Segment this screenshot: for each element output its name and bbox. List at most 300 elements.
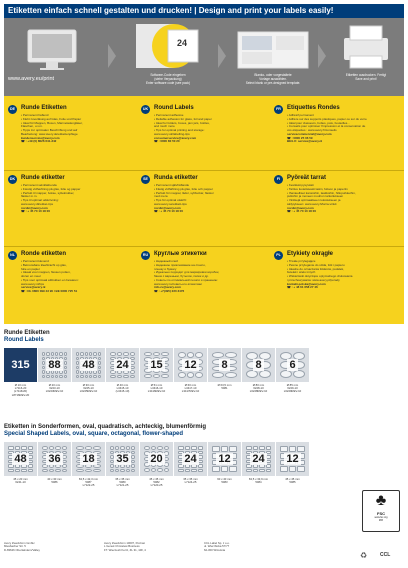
contact-email[interactable]: kontakt-polska@avery.com bbox=[287, 282, 326, 286]
contact-phone: ☎ : 0800 25 06 59 bbox=[287, 136, 313, 140]
label-shape bbox=[123, 375, 129, 379]
label-tile bbox=[208, 442, 241, 476]
product-code: Ø 51 mm L3416-10 L3416REV-10 bbox=[147, 383, 166, 394]
label-shape bbox=[59, 375, 62, 379]
lang-block-se bbox=[141, 174, 269, 214]
label-shape bbox=[76, 446, 84, 450]
lang-line: банок с вареньем, бутылок, папок и др. bbox=[154, 275, 209, 278]
software-code-icon bbox=[124, 18, 212, 74]
labels-per-sheet: 12 bbox=[184, 359, 197, 371]
software-code-number: 24 bbox=[177, 38, 188, 48]
round-labels-title-de: Runde Etiketten bbox=[4, 330, 50, 336]
lang-line: • Надежное приклеивание на стекло, bbox=[154, 263, 206, 267]
label-tile bbox=[38, 348, 71, 382]
label-shape bbox=[259, 469, 265, 473]
lang-line: • Ideal für Mappen, Boxen, Marmeladengläser, bbox=[21, 121, 83, 125]
label-tile bbox=[174, 348, 207, 382]
lang-line: пленку и бумагу bbox=[154, 267, 177, 271]
footer-address-2: Avery Zweckform 10007, Poznan L Genek Chmielew Business FT. Wieczesh Kertz, ZL 31, 10F, 4 bbox=[104, 541, 146, 552]
label-shape bbox=[76, 357, 79, 361]
label-shape bbox=[187, 372, 195, 378]
lang-line: säilytykseen: www.avery.fi/tarra-vinkit bbox=[287, 202, 337, 206]
label-shape bbox=[221, 446, 229, 452]
lang-line: • Wskazówki dotyczące optymalnego drukowania bbox=[287, 275, 353, 278]
lang-block-uk bbox=[141, 104, 269, 144]
fsc-label: FSC bbox=[377, 511, 385, 516]
lang-line: Flaschen, u.v.m. bbox=[21, 125, 43, 129]
lang-line: i przechowywania: www.avery.pl/porady bbox=[287, 278, 340, 282]
labels-per-sheet: 12 bbox=[286, 453, 299, 465]
label-shape bbox=[229, 446, 237, 452]
label-shape bbox=[55, 469, 61, 473]
contact-phone: ☎ : NL 0800 099 43 90 / BE 0800 725 51 bbox=[21, 290, 78, 293]
lang-title: Etiquettes Rondes bbox=[287, 105, 340, 112]
lang-line: • Fästig vidhäftning på glas, folie och papper bbox=[154, 187, 213, 191]
label-shape bbox=[266, 446, 272, 450]
lang-badge: FI bbox=[274, 175, 283, 184]
contact-email[interactable]: info.ru@avery.com bbox=[154, 286, 181, 290]
label-shape bbox=[28, 469, 34, 473]
label-shape bbox=[110, 375, 116, 379]
product-code: 60 x 40 mm 5083 bbox=[217, 477, 232, 485]
lang-line: • Idéal pour classeurs, boîtes, pots, bouteilles... bbox=[287, 121, 350, 125]
label-shape bbox=[259, 446, 265, 450]
label-tile bbox=[72, 442, 105, 476]
contact-email[interactable]: servicecommercial@avery.com bbox=[287, 132, 332, 136]
label-shape bbox=[131, 446, 135, 450]
product-code: 63,5 x 42,3 mm 5087 L7122-25 bbox=[78, 477, 99, 488]
contact-phone: ☎ : + 45 70 10 18 00 bbox=[154, 210, 184, 214]
lang-line: folie en papier bbox=[21, 267, 40, 271]
steps-strip bbox=[4, 18, 404, 96]
label-shape bbox=[76, 375, 79, 379]
lang-line: www.avery.se/etikett-tips bbox=[154, 202, 187, 206]
lang-line: www.avery.uk/labelling-tips bbox=[154, 132, 190, 136]
lang-line: flasker m.m. bbox=[21, 195, 38, 199]
lang-title: Runda etiketter bbox=[154, 175, 198, 182]
lang-block-pl bbox=[274, 250, 402, 290]
step-3 bbox=[232, 18, 314, 96]
labels-per-sheet: 8 bbox=[255, 359, 262, 371]
lang-line: • Betrouwbare kleefkracht op glas, bbox=[21, 263, 67, 267]
label-tile bbox=[276, 348, 309, 382]
language-section bbox=[4, 96, 404, 324]
label-shape bbox=[76, 366, 79, 370]
label-tile bbox=[38, 442, 71, 476]
labels-per-sheet: 24 bbox=[252, 453, 265, 465]
label-shape bbox=[110, 446, 114, 450]
label-shape bbox=[198, 446, 204, 450]
label-shape bbox=[51, 352, 54, 356]
label-tile bbox=[106, 348, 139, 382]
round-labels-title-en: Round Labels bbox=[4, 337, 44, 343]
label-shape bbox=[120, 446, 124, 450]
lang-line: dozen en meer bbox=[21, 275, 42, 278]
lang-title: Pyöreät tarrat bbox=[287, 175, 327, 182]
label-shape bbox=[80, 352, 83, 356]
lang-title: Runde Etiketten bbox=[21, 105, 67, 112]
label-shape bbox=[55, 352, 58, 356]
lang-title: Round Labels bbox=[154, 105, 194, 112]
label-shape bbox=[131, 464, 135, 468]
lang-line: • Ihanteelliset kansioihin, laatikoihin, hillopurkkeihin, bbox=[287, 191, 356, 195]
label-tile bbox=[4, 348, 37, 382]
label-shape bbox=[42, 361, 45, 365]
step-3-caption: Blanko- oder vorgestaltete Vorlage auswählen. Select blank or pre-designed template. bbox=[245, 73, 301, 85]
label-tile bbox=[72, 348, 105, 382]
lang-badge: RU bbox=[141, 251, 150, 260]
label-shape bbox=[115, 469, 119, 473]
lang-block-nl bbox=[8, 250, 136, 294]
label-shape bbox=[289, 446, 297, 452]
lang-line: • Adhésif permanent bbox=[287, 114, 314, 117]
lang-line: butelek i wielu innych bbox=[287, 271, 316, 275]
label-shape bbox=[151, 446, 157, 450]
lang-line: • Klebt zuverlässig auf Glas, Folie und Papier bbox=[21, 117, 82, 121]
label-shape bbox=[144, 468, 150, 472]
label-shape bbox=[62, 446, 68, 450]
fsc-small: www.fsc.org MIX bbox=[374, 516, 388, 522]
product-code: Ø 60 mm L3417-10 L3417REV-10 bbox=[181, 383, 200, 394]
footer bbox=[4, 540, 404, 564]
lang-line: • Permanent adhesive bbox=[154, 114, 184, 117]
label-shape bbox=[42, 370, 45, 374]
label-shape bbox=[266, 469, 272, 473]
label-shape bbox=[55, 446, 61, 450]
lang-line: • Perfekt til mapper, bokse, syltekrukker, bbox=[21, 191, 75, 195]
label-shape bbox=[85, 352, 88, 356]
lang-block-ru bbox=[141, 250, 269, 294]
label-shape bbox=[76, 352, 79, 356]
lang-line: med mera bbox=[154, 195, 168, 199]
lang-badge: FR bbox=[274, 105, 283, 114]
ccl-logo: CCL bbox=[380, 552, 391, 558]
label-shape bbox=[42, 446, 48, 450]
lang-line: vos étiquettes : www.avery.fr/conseils bbox=[287, 129, 337, 132]
label-shape bbox=[164, 468, 170, 472]
labels-per-sheet: 12 bbox=[218, 453, 231, 465]
label-shape bbox=[93, 446, 101, 450]
lang-line: • Trwale przylegające bbox=[287, 260, 316, 263]
label-shape bbox=[221, 466, 229, 472]
lang-block-de bbox=[8, 104, 136, 144]
label-shape bbox=[64, 352, 67, 356]
lang-block-fi bbox=[274, 174, 402, 214]
lang-line: • Permanent självhäftande bbox=[154, 184, 190, 187]
lang-line: • Tipps zur optimalen Beschriftung und auf bbox=[21, 129, 78, 132]
lang-line: • Kestävät pysyvästi bbox=[287, 184, 314, 187]
label-shape bbox=[144, 352, 152, 356]
lang-line: and much more bbox=[154, 125, 175, 129]
lang-title: Runde etiketter bbox=[21, 175, 65, 182]
template-select-icon bbox=[232, 18, 314, 74]
label-shape bbox=[46, 375, 49, 379]
step-1 bbox=[8, 18, 98, 96]
label-shape bbox=[185, 446, 191, 450]
label-shape bbox=[55, 375, 58, 379]
special-labels-title-en: Special Shaped Labels, oval, square, octagonal, flower-shaped bbox=[4, 431, 184, 437]
arrow-icon bbox=[318, 44, 326, 68]
lang-line: pulloihin ja moneen muuhun tarkoitukseen bbox=[287, 195, 344, 199]
label-shape bbox=[144, 446, 150, 450]
product-code: Ø 30 mm 6225-10 L6225REV-10 bbox=[79, 383, 98, 394]
product-code: Ø 85 mm 6229-10 L6229REV-10 bbox=[283, 383, 302, 394]
lang-line: www.avery.ru/советы-по-этикеткам bbox=[154, 282, 202, 286]
label-shape bbox=[191, 469, 197, 473]
label-shape bbox=[280, 370, 292, 378]
product-code: 63,5 x 33,9 mm 5084 bbox=[248, 477, 269, 485]
labels-per-sheet: 6 bbox=[289, 359, 296, 371]
contact-phone: ☎ : +49 (0) 8026 641-342 bbox=[21, 140, 57, 144]
contact-email[interactable]: nordic@avery.com bbox=[21, 206, 48, 210]
label-shape bbox=[21, 469, 27, 473]
label-shape bbox=[297, 466, 305, 472]
lang-line: • Pewne przyleganie do szkła, folii i papieru bbox=[287, 263, 345, 267]
label-shape bbox=[49, 446, 55, 450]
label-shape bbox=[117, 352, 123, 356]
arrow-icon bbox=[108, 44, 116, 68]
label-tile bbox=[106, 442, 139, 476]
label-shape bbox=[8, 469, 14, 473]
lang-badge: UK bbox=[141, 105, 150, 114]
lang-line: • Idealne do oznaczania folderów, pudełek, bbox=[287, 267, 344, 271]
label-shape bbox=[49, 469, 55, 473]
monitor-icon bbox=[8, 18, 98, 78]
arrow-icon bbox=[218, 44, 226, 68]
label-tile bbox=[140, 442, 173, 476]
label-shape bbox=[191, 446, 197, 450]
label-shape bbox=[259, 370, 271, 378]
label-shape bbox=[178, 446, 184, 450]
product-code: Ø 40 mm L3415-10 (L3415-10) bbox=[115, 383, 130, 394]
label-shape bbox=[42, 357, 45, 361]
lang-line: • Permanent selvklæbende bbox=[21, 184, 57, 187]
label-shape bbox=[195, 352, 203, 358]
labels-per-sheet: 48 bbox=[82, 359, 95, 371]
label-shape bbox=[280, 466, 288, 472]
lang-line: • Conseils pour optimiser l'impression et la conservation de bbox=[287, 125, 366, 129]
label-shape bbox=[157, 468, 163, 472]
product-code: 40 x 30 mm 5086 bbox=[47, 477, 62, 485]
label-shape bbox=[246, 446, 252, 450]
label-shape bbox=[195, 372, 203, 378]
label-shape bbox=[229, 466, 237, 472]
lang-line: www.avery.dk/etiket-tips bbox=[21, 202, 53, 206]
label-shape bbox=[21, 446, 27, 450]
lang-title: Круглые этикетки bbox=[154, 251, 207, 258]
label-shape bbox=[76, 361, 79, 365]
label-shape bbox=[93, 352, 96, 356]
label-shape bbox=[98, 352, 101, 356]
contact-email-benelux[interactable]: BE/LU: service@avery.nl bbox=[287, 140, 323, 144]
lang-line: www.avery.nl/tips bbox=[21, 282, 44, 286]
label-shape bbox=[64, 366, 67, 370]
label-shape bbox=[131, 469, 135, 473]
product-code: 45 x 45 mm 5082 L7120-25 bbox=[149, 477, 164, 488]
label-tile bbox=[242, 348, 275, 382]
label-shape bbox=[161, 352, 169, 356]
label-shape bbox=[151, 468, 157, 472]
lang-title: Ronde etiketten bbox=[21, 251, 67, 258]
label-shape bbox=[212, 352, 224, 358]
label-shape bbox=[98, 361, 101, 365]
lang-line: • Идеально подходят для маркировки коробок, bbox=[154, 271, 220, 275]
footer-address-3: CCL Label Sp. z o.o. ul. Wierzbicka 57/77 62-300 Września bbox=[204, 541, 230, 552]
label-shape bbox=[42, 375, 45, 379]
contact-phone: ☎ : + 45 70 10 18 00 bbox=[21, 210, 51, 214]
label-shape bbox=[187, 352, 195, 358]
contact-phone: ☎ : + 45 70 10 18 00 bbox=[287, 210, 317, 214]
label-tile bbox=[208, 348, 241, 382]
lang-badge: DK bbox=[8, 175, 17, 184]
labels-per-sheet: 18 bbox=[82, 453, 95, 465]
step-4 bbox=[330, 18, 402, 96]
label-shape bbox=[126, 469, 130, 473]
label-shape bbox=[225, 352, 237, 358]
label-shape bbox=[64, 375, 67, 379]
print-url-link[interactable]: www.avery.eu/print bbox=[8, 76, 55, 82]
contact-email[interactable]: nordic@avery.com bbox=[154, 206, 181, 210]
lang-line: • Permanent klevend bbox=[21, 260, 49, 263]
label-shape bbox=[98, 366, 101, 370]
lang-line: • Tips for optimal printing and storage: bbox=[154, 129, 205, 132]
labels-per-sheet: 48 bbox=[14, 453, 27, 465]
lang-block-fr bbox=[274, 104, 402, 144]
step-4-caption: Etiketten ausdrucken. Fertig! Save and print! bbox=[345, 73, 387, 81]
label-shape bbox=[225, 372, 237, 378]
contact-email[interactable]: service@avery.nl bbox=[21, 286, 46, 290]
special-labels-title-de: Etiketten in Sonderformen, oval, quadratisch, achteckig, blumenförmig bbox=[4, 424, 207, 430]
lang-line: • Perfekt för mappar, lådor, syltburkar, flaskor bbox=[154, 191, 214, 195]
label-shape bbox=[62, 469, 68, 473]
label-tile bbox=[4, 442, 37, 476]
label-shape bbox=[64, 361, 67, 365]
product-code: Ø 63,5 mm 5081 bbox=[217, 383, 232, 391]
footer-address-1: Avery Zweckform GmbH Miesbacher Str. 5 D-83626 Oberlaindern/Valley bbox=[4, 541, 40, 552]
label-shape bbox=[153, 374, 161, 378]
labels-per-sheet: 315 bbox=[11, 359, 30, 371]
labels-per-sheet: 36 bbox=[48, 453, 61, 465]
label-shape bbox=[161, 374, 169, 378]
label-shape bbox=[98, 357, 101, 361]
lang-line: • Adhère sur des supports plastiques, papier ou sur du verre bbox=[287, 117, 367, 121]
lang-line: Bearbeitung: www.avery.de/etikettenpflege bbox=[21, 132, 78, 136]
label-tile bbox=[276, 442, 309, 476]
lang-line: • Reliable adhesion for glass, foil and paper bbox=[154, 117, 212, 121]
label-shape bbox=[120, 469, 124, 473]
label-shape bbox=[15, 469, 21, 473]
divider bbox=[4, 170, 404, 171]
label-shape bbox=[117, 375, 123, 379]
lang-badge: DE bbox=[8, 105, 17, 114]
label-shape bbox=[126, 446, 130, 450]
label-shape bbox=[89, 352, 92, 356]
round-labels-tiles bbox=[4, 348, 309, 382]
labels-per-sheet: 88 bbox=[48, 359, 61, 371]
contact-email[interactable]: consumerservice@avery.com bbox=[154, 136, 197, 140]
label-shape bbox=[178, 352, 186, 358]
labels-per-sheet: 8 bbox=[221, 359, 228, 371]
label-shape bbox=[297, 446, 305, 452]
label-shape bbox=[280, 446, 288, 452]
lang-line: • Tips för optimal utskrift: bbox=[154, 199, 187, 202]
label-shape bbox=[144, 374, 152, 378]
lang-line: • Tips voor optimaal afdrukken en bewaren: bbox=[21, 278, 79, 282]
tree-icon: ♣ bbox=[375, 492, 387, 509]
label-shape bbox=[64, 370, 67, 374]
labels-per-sheet: 35 bbox=[116, 453, 129, 465]
label-shape bbox=[76, 469, 84, 473]
lang-line: • Fæstig vidhæftning på glas, folie og papper bbox=[21, 187, 81, 191]
label-shape bbox=[212, 372, 224, 378]
lang-line: • Надежный клей bbox=[154, 260, 178, 263]
divider bbox=[4, 246, 404, 247]
label-shape bbox=[178, 469, 184, 473]
product-code: 35 x 35 mm 5080 L7121-25 bbox=[115, 477, 130, 488]
labels-per-sheet: 20 bbox=[150, 453, 163, 465]
label-shape bbox=[131, 455, 135, 459]
recycle-icon: ♻ bbox=[360, 551, 368, 560]
labels-per-sheet: 15 bbox=[150, 359, 163, 371]
header-banner: Etiketten einfach schnell gestalten und drucken! | Design and print your labels easily! bbox=[4, 4, 404, 18]
lang-title: Etykiety okrągłe bbox=[287, 251, 334, 258]
label-shape bbox=[85, 469, 93, 473]
label-shape bbox=[130, 375, 136, 379]
label-shape bbox=[80, 375, 83, 379]
label-shape bbox=[253, 446, 259, 450]
label-shape bbox=[93, 469, 101, 473]
label-shape bbox=[15, 446, 21, 450]
label-shape bbox=[42, 352, 45, 356]
label-shape bbox=[110, 469, 114, 473]
labels-per-sheet: 24 bbox=[184, 453, 197, 465]
contact-phone: ☎ : + 48 61 658 27 46 bbox=[287, 286, 318, 290]
label-shape bbox=[131, 460, 135, 464]
label-shape bbox=[164, 446, 170, 450]
lang-badge: SE bbox=[141, 175, 150, 184]
label-shape bbox=[98, 375, 101, 379]
label-tile bbox=[174, 442, 207, 476]
contact-email[interactable]: kundenservice@avery.com bbox=[21, 136, 60, 140]
lang-line: • Ideaal voor mappen, flessen potten, bbox=[21, 271, 71, 275]
contact-email[interactable]: nordic@avery.com bbox=[287, 206, 314, 210]
step-2 bbox=[124, 18, 212, 96]
product-code: Ø 10 mm L7116-20 (L7116/20) L8716REV-20 bbox=[11, 383, 30, 397]
label-shape bbox=[178, 372, 186, 378]
labels-per-sheet: 24 bbox=[116, 359, 129, 371]
label-shape bbox=[253, 469, 259, 473]
label-shape bbox=[246, 469, 252, 473]
label-shape bbox=[85, 446, 93, 450]
label-shape bbox=[131, 451, 135, 455]
label-shape bbox=[93, 375, 96, 379]
contact-phone: ☎ : +7(495) 220 3476 bbox=[154, 290, 185, 293]
label-shape bbox=[51, 375, 54, 379]
lang-badge: PL bbox=[274, 251, 283, 260]
printer-icon bbox=[330, 18, 402, 74]
label-shape bbox=[85, 375, 88, 379]
label-shape bbox=[89, 375, 92, 379]
label-tile bbox=[140, 348, 173, 382]
label-shape bbox=[212, 466, 220, 472]
label-shape bbox=[212, 446, 220, 452]
lang-line: • Tips til optimal udskrivning: bbox=[21, 199, 59, 202]
label-shape bbox=[98, 370, 101, 374]
lang-line: • Permanent haftend bbox=[21, 114, 49, 117]
label-shape bbox=[42, 366, 45, 370]
product-code: Ø 20 mm 6223-10 L6223REV-10 bbox=[45, 383, 64, 394]
label-shape bbox=[42, 469, 48, 473]
